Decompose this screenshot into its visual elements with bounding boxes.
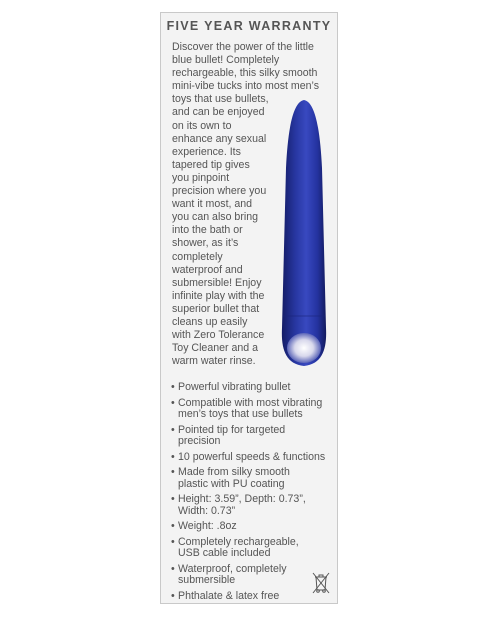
feature-text: precision (178, 435, 221, 447)
feature-text: Weight: .8oz (178, 520, 237, 533)
description-line: enhance any sexual (172, 132, 267, 145)
warranty-title: FIVE YEAR WARRANTY (166, 19, 332, 33)
description-line: with Zero Tolerance (172, 329, 265, 342)
feature-text: Pointed tip for targeted (178, 423, 286, 436)
feature-text: men’s toys that use bullets (178, 408, 303, 420)
description-line: waterproof and (172, 263, 243, 276)
description-line: completely (172, 250, 223, 263)
bullet-point: • (171, 535, 175, 548)
description-line: superior bullet that (172, 302, 260, 315)
description-line: Discover the power of the little (172, 41, 314, 53)
feature-item (171, 425, 337, 448)
description-line: rechargeable, this silky smooth (172, 67, 318, 80)
description-line: precision where you (172, 185, 267, 198)
description-line: you pinpoint (172, 171, 230, 184)
blue-bullet-vibrator-icon (276, 98, 332, 368)
feature-item (171, 537, 337, 560)
description-line: mini-vibe tucks into most men’s (172, 80, 319, 93)
description-line: cleans up easily (172, 315, 248, 328)
description-line: blue bullet! Completely (172, 54, 280, 67)
feature-text: Phthalate & latex free (178, 589, 280, 602)
crossed-out-wheelie-bin-icon (311, 571, 331, 595)
description-line: Toy Cleaner and a (172, 342, 258, 355)
description-line: submersible! Enjoy (172, 276, 262, 289)
bullet-point: • (171, 493, 175, 506)
description-line: you can also bring (172, 211, 258, 224)
feature-text: submersible (178, 574, 236, 587)
feature-text: Powerful vibrating bullet (178, 381, 291, 393)
feature-text: Waterproof, completely (178, 562, 287, 575)
feature-item (171, 398, 337, 421)
bullet-point: • (171, 520, 175, 533)
feature-item (171, 382, 337, 393)
bullet-point: • (171, 423, 175, 436)
description-line: into the bath or (172, 224, 243, 237)
feature-text: 10 powerful speeds & functions (178, 450, 326, 463)
bullet-point: • (171, 562, 175, 575)
description-line: shower, as it’s (172, 237, 239, 250)
description-line: experience. Its (172, 145, 241, 158)
feature-item (171, 494, 337, 517)
bullet-point: • (171, 450, 175, 463)
bullet-point: • (171, 589, 175, 602)
description-line: infinite play with the (172, 289, 265, 302)
feature-item (171, 467, 337, 490)
bullet-point: • (171, 466, 175, 479)
description-line: want it most, and (172, 198, 253, 211)
feature-text: plastic with PU coating (178, 477, 285, 490)
feature-text: Compatible with most vibrating (178, 396, 323, 409)
description-line: on its own to (172, 119, 232, 132)
bullet-point: • (171, 396, 175, 409)
feature-text: Completely rechargeable, (178, 535, 299, 548)
feature-text: Width: 0.73” (178, 504, 236, 517)
bullet-point: • (171, 381, 175, 393)
description-line: warm water rinse. (172, 355, 256, 368)
description-line: and can be enjoyed (172, 106, 265, 119)
description-line: tapered tip gives (172, 158, 250, 171)
feature-text: Height: 3.59”, Depth: 0.73”, (178, 493, 306, 506)
feature-item (171, 452, 337, 463)
feature-item (171, 521, 337, 532)
feature-text: USB cable included (178, 547, 271, 560)
product-info-card (160, 12, 338, 604)
description-line: toys that use bullets, (172, 93, 269, 106)
feature-text: Made from silky smooth (178, 466, 290, 479)
